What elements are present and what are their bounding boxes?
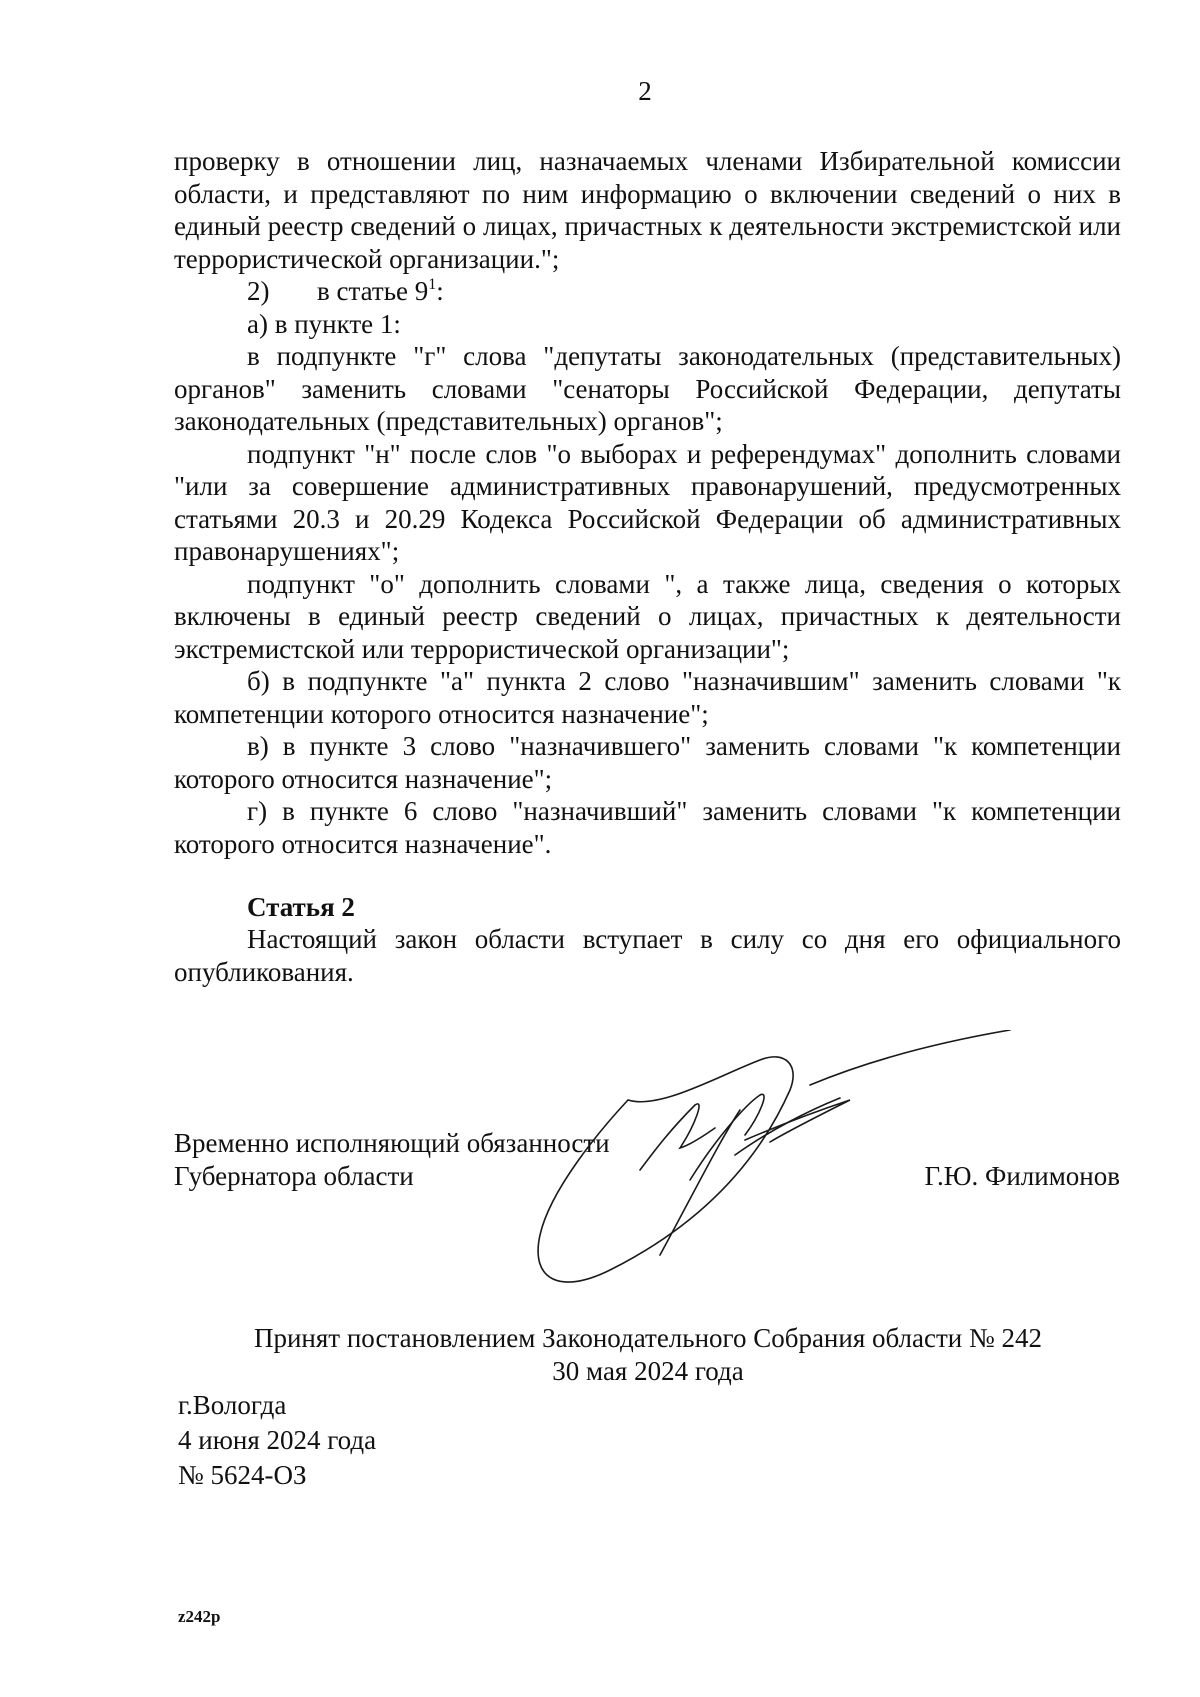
page-number: 2 xyxy=(638,76,652,106)
article-heading: Статья 2 xyxy=(247,892,355,922)
adoption-note xyxy=(0,1322,1200,1388)
article-text xyxy=(174,923,1121,988)
paragraph: г) в пункте 6 слово "назначивший" заменить словами "к компетенции которого относится назначение". xyxy=(174,796,1121,859)
numbered-item xyxy=(174,275,1121,308)
item-text xyxy=(317,275,444,308)
superscript: 1 xyxy=(428,276,437,293)
item-colon: : xyxy=(436,276,444,306)
item-number: 2) xyxy=(247,276,270,306)
item-text-main: в статье 9 xyxy=(317,276,429,306)
paragraph: в подпункте "г" слова "депутаты законодательных (представительных) органов" заменить словами "сенаторы Российской Федерации, депутаты законодательных (представительных) органов"; xyxy=(174,341,1121,436)
paragraph: подпункт "н" после слов "о выборах и референдумах" дополнить словами "или за совершение административных правонарушений, предусмотренных статьями 20.3 и 20.29 Кодекса Российской Федерации об административных правонарушениях"; xyxy=(174,438,1121,566)
signer-name: Г.Ю. Филимонов xyxy=(924,1161,1120,1191)
signing-date: 4 июня 2024 года xyxy=(178,1425,377,1455)
law-number: № 5624-ОЗ xyxy=(178,1460,307,1490)
city: г.Вологда xyxy=(178,1390,287,1420)
signer-title-line: Временно исполняющий обязанности xyxy=(174,1128,610,1158)
paragraph: б) в подпункте "а" пункта 2 слово "назначившим" заменить словами "к компетенции которого относится назначение"; xyxy=(174,666,1121,729)
paragraph: Настоящий закон области вступает в силу со дня его официального опубликования. xyxy=(174,924,1121,987)
paragraph: проверку в отношении лиц, назначаемых членами Избирательной комиссии области, и представляют по ним информацию о включении сведений о них в единый реестр сведений о лицах, причастных к деятельности экстремистской или террористической организации."; xyxy=(174,146,1121,274)
document-code: z242p xyxy=(178,1607,221,1626)
adoption-line: Принят постановлением Законодательного Собрания области № 242 xyxy=(253,1323,1043,1353)
paragraph: а) в пункте 1: xyxy=(247,308,401,339)
adoption-date: 30 мая 2024 года xyxy=(552,1356,744,1386)
signer-title-line: Губернатора области xyxy=(174,1161,414,1191)
paragraph: подпункт "о" дополнить словами ", а также лица, сведения о которых включены в единый реестр сведений о лицах, причастных к деятельности экстремистской или террористической организации"; xyxy=(174,568,1121,664)
place-and-date xyxy=(178,1388,376,1493)
paragraph: в) в пункте 3 слово "назначившего" заменить словами "к компетенции которого относится назначение"; xyxy=(174,731,1121,794)
amendments-text xyxy=(174,145,1121,860)
